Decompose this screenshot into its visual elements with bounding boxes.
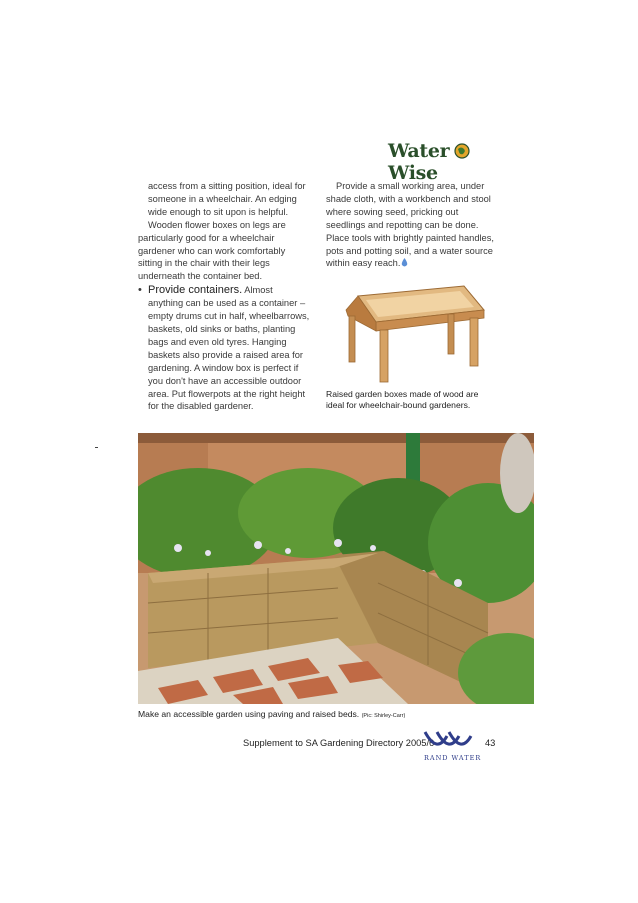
bullet-containers: [138, 284, 310, 413]
bullet-heading: Provide containers.: [148, 284, 243, 297]
photo-caption: [138, 709, 405, 719]
globe-icon: [454, 143, 470, 159]
logo-word-water: Water: [388, 140, 450, 162]
page-number: 43: [485, 738, 496, 748]
photo-credit: (Pic: Shirley-Carr): [361, 713, 406, 719]
raised-garden-box-illustration: [336, 276, 488, 386]
photo-caption-text: Make an accessible garden using paving and raised beds.: [138, 709, 360, 719]
rand-water-wordmark: RAND WATER: [424, 754, 482, 762]
margin-mark: [95, 447, 98, 448]
working-area-paragraph: [326, 180, 498, 270]
intro-text: access from a sitting position, ideal for someone in a wheelchair. An edging wide enough to sit upon is helpful.: [148, 181, 306, 217]
logo-word-wise: Wise: [388, 162, 438, 184]
garden-photo: [138, 433, 534, 704]
footer-supplement: Supplement to SA Gardening Directory 2005/6: [243, 738, 435, 748]
water-wise-logo: [388, 140, 512, 184]
bullet-icon: •: [138, 284, 142, 297]
bullet-body: Almost anything can be used as a container – empty drums cut in half, wheelbarrows, baskets, old sinks or baths, planting bags and even old tyres. Hanging baskets also provide a raised area for gardening. A window box is perfect if you don't have an accessible outdoor area. Put flowerpots at the right height for the disabled gardener.: [148, 285, 310, 412]
working-area-text: Provide a small working area, under shade cloth, with a workbench and stool where sowing seed, pricking out seedlings and repotting can be done. Place tools with brightly painted handles, pots and potting soil, and a water source within easy reach.: [326, 181, 494, 269]
left-column: [138, 180, 310, 413]
illustration-caption: Raised garden boxes made of wood are ideal for wheelchair-bound gardeners.: [326, 389, 479, 411]
garden-photo-drawing: [138, 433, 534, 704]
flower-box-paragraph: Wooden flower boxes on legs are particularly good for a wheelchair gardener who can work comfortably sitting in the chair with their legs underneath the container bed.: [138, 219, 286, 282]
water-drop-icon: [401, 258, 408, 267]
right-column: [326, 180, 498, 270]
